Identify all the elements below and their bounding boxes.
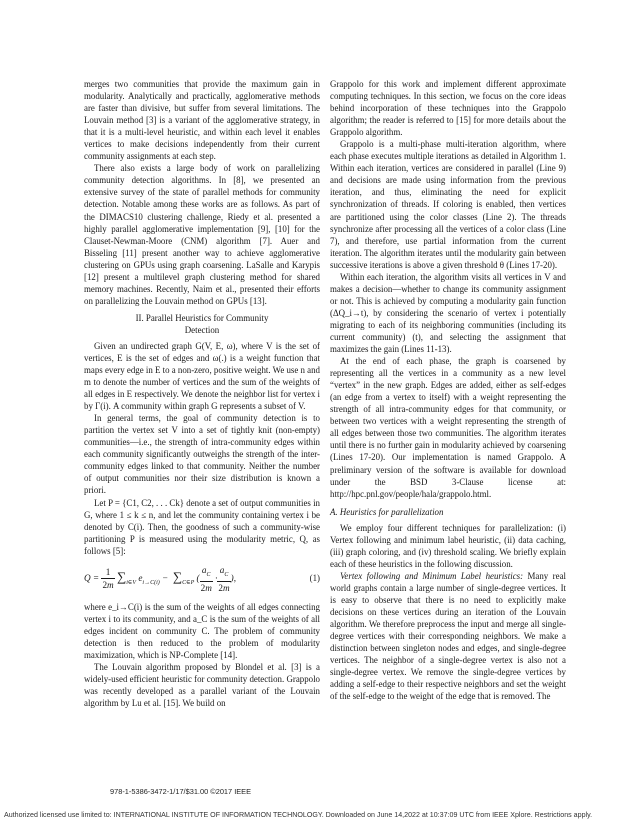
license-footer: Authorized licensed use limited to: INTERNATIONAL INSTITUTE OF INFORMATION TECHNOLOGY. Downloaded on June 14,2022 at 10:37:09 UTC from IEEE Xplore. Restrictions apply. <box>4 811 593 819</box>
section-title <box>84 312 320 336</box>
section-title-line: Detection <box>184 324 220 335</box>
paragraph: Let P = {C1, C2, . . . Ck} denote a set of output communities in G, where 1 ≤ k ≤ n, and let the community containing vertex i be denoted by C(i). Then, the goodness of such a community-wise partitioning P is measured using the modularity metric, Q, as follows [5]: <box>84 497 320 556</box>
paragraph: Grappolo is a multi-phase multi-iteration algorithm, where each phase executes multiple iterations as detailed in Algorithm 1. Within each iteration, vertices are considered in parallel (Line 9) and decisions are made using information from the previous iteration, and thus, eliminating the need for explicit synchronization of threads. If coloring is enabled, then vertices are partitioned using the color classes (Line 2). The threads synchronize after processing all the vertices of a color class (Line 7), and therefore, use partial information from the current iteration. The algorithm iterates until the modularity gain between successive iterations is above a given threshold θ (Lines 17-20). <box>330 139 566 270</box>
paragraph: The Louvain algorithm proposed by Blondel et al. [3] is a widely-used efficient heuristic for community detection. Grappolo was recently developed as a parallel variant of the Louvain algorithm by Lu et al. [15]. We build on <box>84 661 320 709</box>
paragraph: Given an undirected graph G(V, E, ω), where V is the set of vertices, E is the set of edges and ω(.) is a weight function that maps every edge in E to a non-zero, positive weight. We use n and m to denote the number of vertices and the sum of the weights of all edges in E respectively. We denote the neighbor list for vertex i by Γ(i). A community within graph G represents a subset of V. <box>84 340 320 412</box>
subsection-title: A. Heuristics for parallelization <box>330 506 444 517</box>
copyright-notice: 978-1-5386-3472-1/17/$31.00 ©2017 IEEE <box>110 787 252 796</box>
section-title-line: II. Parallel Heuristics for Community <box>135 312 269 323</box>
modularity-equation <box>84 562 320 596</box>
right-column <box>330 78 566 702</box>
equation-number: (1) <box>309 572 320 583</box>
paragraph: Grappolo for this work and implement different approximate computing techniques. In this section, we focus on the core ideas behind incorporation of these techniques into the Grappolo algorithm; the reader is referred to [15] for more details about the Grappolo algorithm. <box>330 79 566 138</box>
left-column <box>84 78 320 709</box>
paragraph: In general terms, the goal of community detection is to partition the vertex set V into a set of tightly knit (non-empty) communities—i.e., the strength of intra-community edges within each community significantly outweighs the strength of the inter-community edges linked to that community. Neither the number of output communities nor their size distribution is known a priori. <box>84 413 320 496</box>
paragraph: There also exists a large body of work on parallelizing community detection algorithms. In [8], we presented an extensive survey of the state of parallel methods for community detection. Notable among these works are as follows. As part of the DIMACS10 clustering challenge, Riedy et al. presented a highly parallel agglomerative implementation [9], [10] for the Clauset-Newman-Moore (CNM) algorithm [7]. Auer and Bisseling [11] present another way to achieve agglomerative clustering on GPUs using graph coarsening. LaSalle and Karypis [12] present a multilevel graph clustering method for shared memory machines. Recently, Naim et al., presented their efforts on parallelizing the Louvain method on GPUs [13]. <box>84 163 320 306</box>
paragraph: where e_i→C(i) is the sum of the weights of all edges connecting vertex i to its community, and a_C is the sum of the weights of all edges incident on community C. The problem of community detection is then reduced to the problem of modularity maximization, which is NP-Complete [14]. <box>84 601 320 660</box>
paragraph: At the end of each phase, the graph is coarsened by representing all the vertices in a community as a new level “vertex” in the new graph. Edges are added, either as self-edges (an edge from a vertex to itself) with a weight representing the strength of all intra-community edges for that community, or between two vertices with a weight representing the strength of all edges between those two communities. The algorithm iterates until there is no further gain in modularity achieved by coarsening (Lines 17-20). Our implementation is named Grappolo. A preliminary version of the software is available for download under the BSD 3-Clause license at: http://hpc.pnl.gov/people/hala/grappolo.html. <box>330 356 566 499</box>
paragraph-body: Many real world graphs contain a large number of single-degree vertices. It is easy to observe that there is no need to explicitly make decisions on these vertices during an iteration of the Louvain algorithm. We therefore preprocess the input and merge all single-degree vertices with their corresponding neighbors. We make a distinction between singleton nodes and edges, and single-degree vertices. The neighbor of a single-degree vertex is also not a single-degree vertex. We remove the single-degree vertices by adding a self-edge to their respective neighbors and set the weight of the self-edge to the weight of the edge that is removed. The <box>330 570 566 702</box>
paragraph-run-in-title: Vertex following and Minimum Label heuristics: <box>340 570 524 581</box>
equation-body: Q = $\frac{1}{2m}$ $\sum_{i\in V}$ $e_{i\to C(i)} - \sum_{C\in P}$ ( $\frac{a_C}{2m}$ · $\frac{a_C}{2m}$ ), <box>84 564 237 593</box>
paragraph: Within each iteration, the algorithm visits all vertices in V and makes a decision—whether to change its community assignment or not. This is achieved by computing a modularity gain function (ΔQ_i→t), by considering the scenario of vertex i potentially migrating to each of its neighboring communities (including its current community) (t), and selecting the assignment that maximizes the gain (Lines 11-13). <box>330 271 566 355</box>
paragraph: merges two communities that provide the maximum gain in modularity. Analytically and practically, agglomerative methods are faster than divisive, but suffer from several limitations. The Louvain method [3] is a variant of the agglomerative strategy, in that it is a multi-level heuristic, and within each level it enables vertices to make decisions independently from their current community assignments at each step. <box>84 79 320 162</box>
paragraph <box>330 570 566 703</box>
paragraph: We employ four different techniques for parallelization: (i) Vertex following and minimum label heuristic, (ii) data caching, (iii) graph coloring, and (iv) threshold scaling. We briefly explain each of these heuristics in the following discussion. <box>330 522 566 569</box>
